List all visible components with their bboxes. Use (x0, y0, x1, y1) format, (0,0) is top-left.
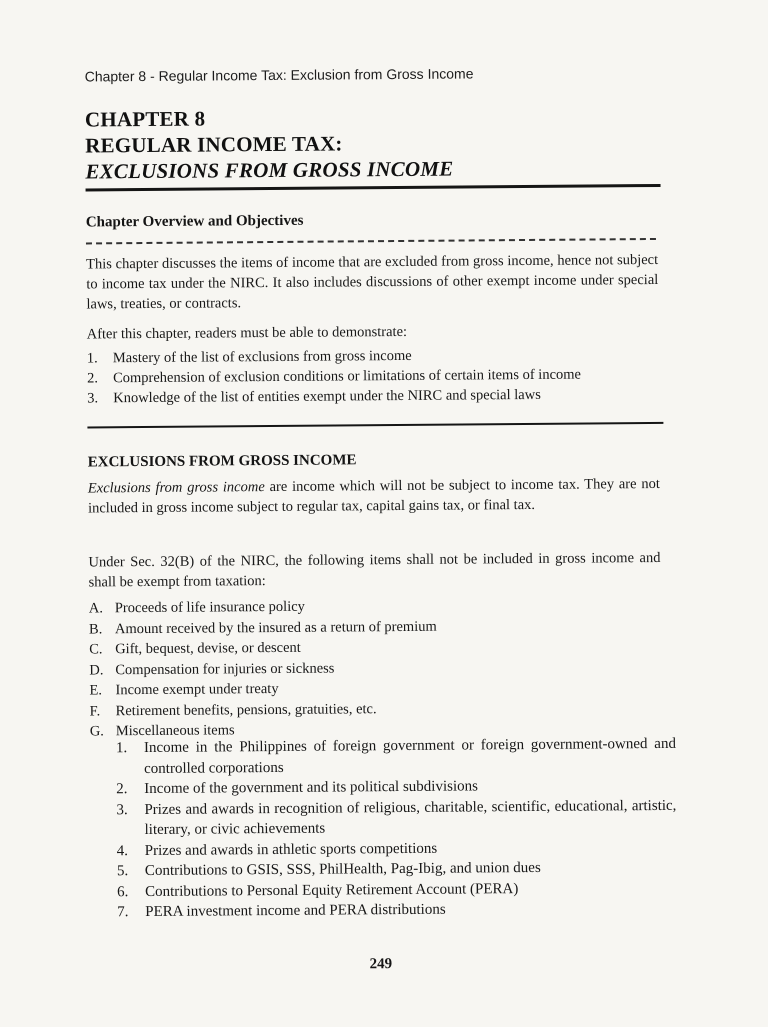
list-marker: 1. (86, 350, 98, 367)
list-text: Contributions to Personal Equity Retirement Account (PERA) (145, 880, 519, 900)
objectives-list (87, 344, 661, 409)
list-text: Retirement benefits, pensions, gratuities, etc. (115, 700, 377, 719)
chapter-title (85, 104, 454, 185)
list-text: Amount received by the insured as a return of premium (114, 618, 437, 637)
list-marker: 3. (87, 390, 99, 407)
list-text: Income exempt under treaty (115, 680, 279, 699)
list-marker: 3. (116, 801, 128, 818)
title-divider (86, 184, 661, 192)
list-item (116, 795, 676, 840)
list-marker: B. (88, 620, 103, 637)
running-head: Chapter 8 - Regular Income Tax: Exclusion from Gross Income (84, 65, 474, 85)
overview-heading: Chapter Overview and Objectives (85, 212, 304, 231)
exclusions-definition (88, 474, 660, 518)
list-text: Compensation for injuries or sickness (115, 660, 335, 678)
chapter-title-line: REGULAR INCOME TAX: (85, 131, 343, 158)
list-text: PERA investment income and PERA distributions (145, 901, 446, 921)
list-marker: A. (88, 600, 104, 617)
list-text: Income in the Philippines of foreign government or foreign government-owned and controlled corporations (143, 735, 676, 777)
dashed-divider (86, 238, 656, 244)
list-text: Knowledge of the list of entities exempt under the NIRC and special laws (113, 386, 541, 407)
objectives-lead: After this chapter, readers must be able to demonstrate: (86, 323, 408, 343)
list-marker: 5. (116, 863, 129, 880)
list-text: Gift, bequest, devise, or descent (115, 639, 301, 658)
list-text: Proceeds of life insurance policy (114, 598, 305, 617)
list-marker: 4. (116, 842, 129, 859)
exclusions-intro: Under Sec. 32(B) of the NIRC, the following items shall not be included in gross income and shall be exempt from taxation: (88, 549, 661, 591)
exclusions-heading: EXCLUSIONS FROM GROSS INCOME (87, 452, 357, 471)
list-item (116, 734, 676, 779)
list-marker: 2. (116, 781, 128, 798)
miscellaneous-list (116, 734, 677, 923)
list-text: Comprehension of exclusion conditions or limitations of certain items of income (112, 366, 582, 387)
definition-text: are income which will not be subject to income tax. They are not included in gross income subject to regular tax, capital gains tax, or final tax. (87, 475, 660, 517)
exclusions-list (89, 594, 650, 742)
list-marker: E. (89, 682, 103, 699)
page-number: 249 (369, 956, 393, 973)
list-text: Contributions to GSIS, SSS, PhilHealth, Pag-Ibig, and union dues (144, 859, 541, 880)
definition-term: Exclusions from gross income (87, 479, 265, 497)
list-marker: 1. (115, 740, 128, 757)
list-text: Mastery of the list of exclusions from gross income (112, 347, 412, 367)
list-marker: 7. (117, 904, 129, 921)
list-marker: 2. (86, 370, 98, 387)
list-text: Income of the government and its political subdivisions (144, 778, 479, 798)
chapter-subtitle: EXCLUSIONS FROM GROSS INCOME (85, 156, 454, 184)
list-marker: D. (89, 661, 104, 678)
list-marker: F. (89, 702, 101, 719)
list-text: Prizes and awards in athletic sports competitions (144, 840, 438, 859)
overview-paragraph: This chapter discusses the items of income that are excluded from gross income, hence not subject to income tax under the NIRC. It also includes discussions of other exempt income under special laws, treaties, or contracts. (86, 251, 659, 313)
chapter-number: CHAPTER 8 (84, 106, 206, 132)
list-marker: G. (89, 723, 104, 740)
list-marker: C. (89, 641, 103, 658)
list-text: Miscellaneous items (115, 722, 235, 740)
objectives-divider (87, 422, 663, 429)
list-marker: 6. (117, 883, 129, 900)
list-text: Prizes and awards in recognition of religious, charitable, scientific, educational, artistic, literary, or civic achievements (144, 797, 677, 839)
list-item (87, 384, 661, 409)
list-item (117, 898, 677, 923)
